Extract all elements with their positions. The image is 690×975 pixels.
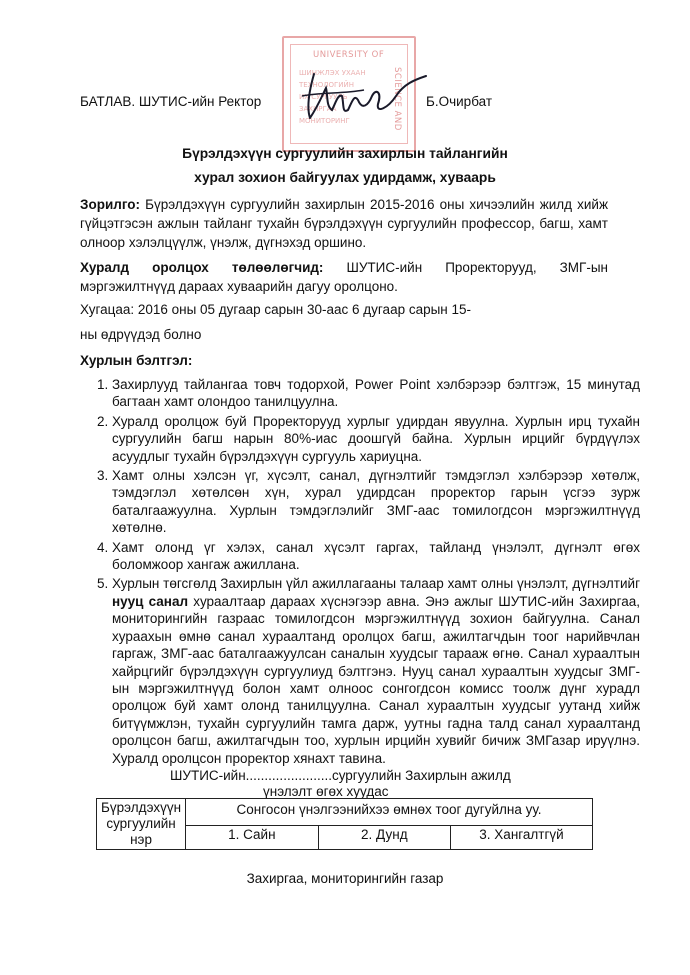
list-item: 1. Захирлууд тайлангаа товч тодорхой, Power Point хэлбэрээр бэлтгэж, 15 минутад багтаан хамт олондоо танилцуулна.	[112, 376, 640, 411]
prep-list	[80, 376, 640, 769]
footer-org: Захиргаа, мониторингийн газар	[246, 871, 444, 886]
rating-instruction: Сонгосон үнэлгээнийхээ өмнөх тоог дугуйлна уу.	[186, 799, 593, 826]
goal-paragraph	[80, 195, 608, 252]
evaluation-line1: ШУТИС-ийн.......................сургуулийн Захирлын ажилд	[170, 768, 511, 783]
item5-text-a: Хурлын төгсгөлд Захирлын үйл ажиллагааны талаар хамт олны үнэлэлт, дүгнэлтийг	[112, 576, 640, 592]
participants-paragraph	[80, 258, 608, 296]
list-item: 4. Хамт олонд үг хэлэх, санал хүсэлт гаргах, тайланд үнэлэлт, дүгнэлт өгөх боломжоор хангаж ажиллана.	[112, 539, 640, 574]
option-poor[interactable]: 3. Хангалтгүй	[451, 825, 593, 849]
goal-label: Зорилго:	[80, 197, 141, 212]
timeline-line1: Хугацаа: 2016 оны 05 дугаар сарын 30-аас 6 дугаар сарын 15-	[80, 302, 472, 317]
timeline-line2: ны өдрүүдэд болно	[80, 327, 202, 342]
school-name-header: Бүрэлдэхүүн сургуулийн нэр	[97, 799, 186, 850]
approve-label: БАТЛАВ. ШУТИС-ийн Ректор	[80, 94, 262, 109]
svg-text:МОНИТОРИНГ: МОНИТОРИНГ	[299, 117, 350, 125]
svg-text:ШИНЖЛЭХ УХААН: ШИНЖЛЭХ УХААН	[299, 69, 366, 77]
list-item: 3. Хамт олны хэлсэн үг, хүсэлт, санал, дүгнэлтийг тэмдэглэл хэлбэрээр хөтөлж, тэмдэглэл хөтөлсөн хүн, хурал удирдсан проректор гарын үсгээ зурж баталгаажуулна. Хурлын тэмдэглэлийг ЗМГ-аас томилогдсон мэргэжилтнүүд хөтөлнө.	[112, 467, 640, 537]
evaluation-table	[96, 798, 593, 850]
table-row	[97, 799, 593, 826]
svg-text:ИХ СУРГУУЛЬ: ИХ СУРГУУЛЬ	[299, 93, 348, 101]
prep-heading: Хурлын бэлтгэл:	[80, 353, 193, 368]
svg-text:ТЕХНОЛОГИЙН: ТЕХНОЛОГИЙН	[299, 81, 355, 89]
list-item: 2. Хуралд оролцож буй Проректорууд хурлыг удирдан явуулна. Хурлын ирц тухайн сургуулийн багш нарын 80%-иас доошгүй байна. Хурлын ирцийг бүрдүүлэх асуудлыг тухайн бүрэлдэхүүн сургууль хариуцна.	[112, 413, 640, 465]
svg-text:UNIVERSITY OF: UNIVERSITY OF	[313, 50, 385, 60]
signature	[292, 66, 442, 126]
list-item	[112, 575, 640, 766]
participants-label: Хуралд оролцох төлөөлөгчид:	[80, 260, 324, 275]
document-title-line1: Бүрэлдэхүүн сургуулийн захирлын тайлангийн	[182, 146, 508, 161]
option-average[interactable]: 2. Дунд	[318, 825, 450, 849]
document-title-line2: хурал зохион байгуулах удирдамж, хуваарь	[194, 170, 496, 185]
svg-text:SCIENCE AND: SCIENCE AND	[392, 67, 402, 131]
evaluation-line2: үнэлэлт өгөх хуудас	[263, 784, 389, 799]
participants-text: ШУТИС-ийн Проректорууд, ЗМГ-ын мэргэжилтнүүд дараах хуваарийн дагуу оролцоно.	[80, 260, 609, 294]
item5-bold: нууц санал	[112, 593, 189, 609]
option-good[interactable]: 1. Сайн	[186, 825, 319, 849]
svg-text:ЗАХИРГАА: ЗАХИРГАА	[299, 105, 337, 113]
approver-name: Б.Очирбат	[426, 94, 493, 109]
goal-text: Бүрэлдэхүүн сургуулийн захирлын 2015-2016 оны хичээлийн жилд хийж гүйцэтгэсэн ажлын тайланг тухайн бүрэлдэхүүн сургуулийн профессор, багш, хамт олноор хэлэлцүүлж, үнэлж, дүгнэхэд оршино.	[80, 197, 608, 250]
item5-text-b: хураалтаар дараах хүснэгээр авна. Энэ ажлыг ШУТИС-ийн Захиргаа, мониторингийн газраас томилогдсон мэргэжилтнүүд зохион байгуулна. Санал хураахын өмнө санал хураалтанд оролцох багш, ажилтагчдын тоог нарийвчлан гаргаж, ЗМГ-аас баталгаажуулсан саналын хуудсыг тарааж өгнө. Санал хураалтын хайрцгийг бүрэлдэхүүн сургуулиуд бэлтгэнэ. Нууц санал хураалтын хуудсыг ЗМГ-ын мэргэжилтнүүд болон хамт олноос сонгогдсон комисс тоолж дүнг хурадл оролцож буй хамт олонд танилцуулна. Санал хураалтын хуудсыг уутанд хийж битүүмжлэн, тухайн сургуулийн тамга дарж, уутны гадна талд санал хураалтанд оролцсон багш, ажилтагчдын тоо, хурлын ирцийн хувийг бичиж ЗМГазар ируүлнэ. Хуралд оролцсон проректор хянахт тавина.	[112, 593, 641, 766]
